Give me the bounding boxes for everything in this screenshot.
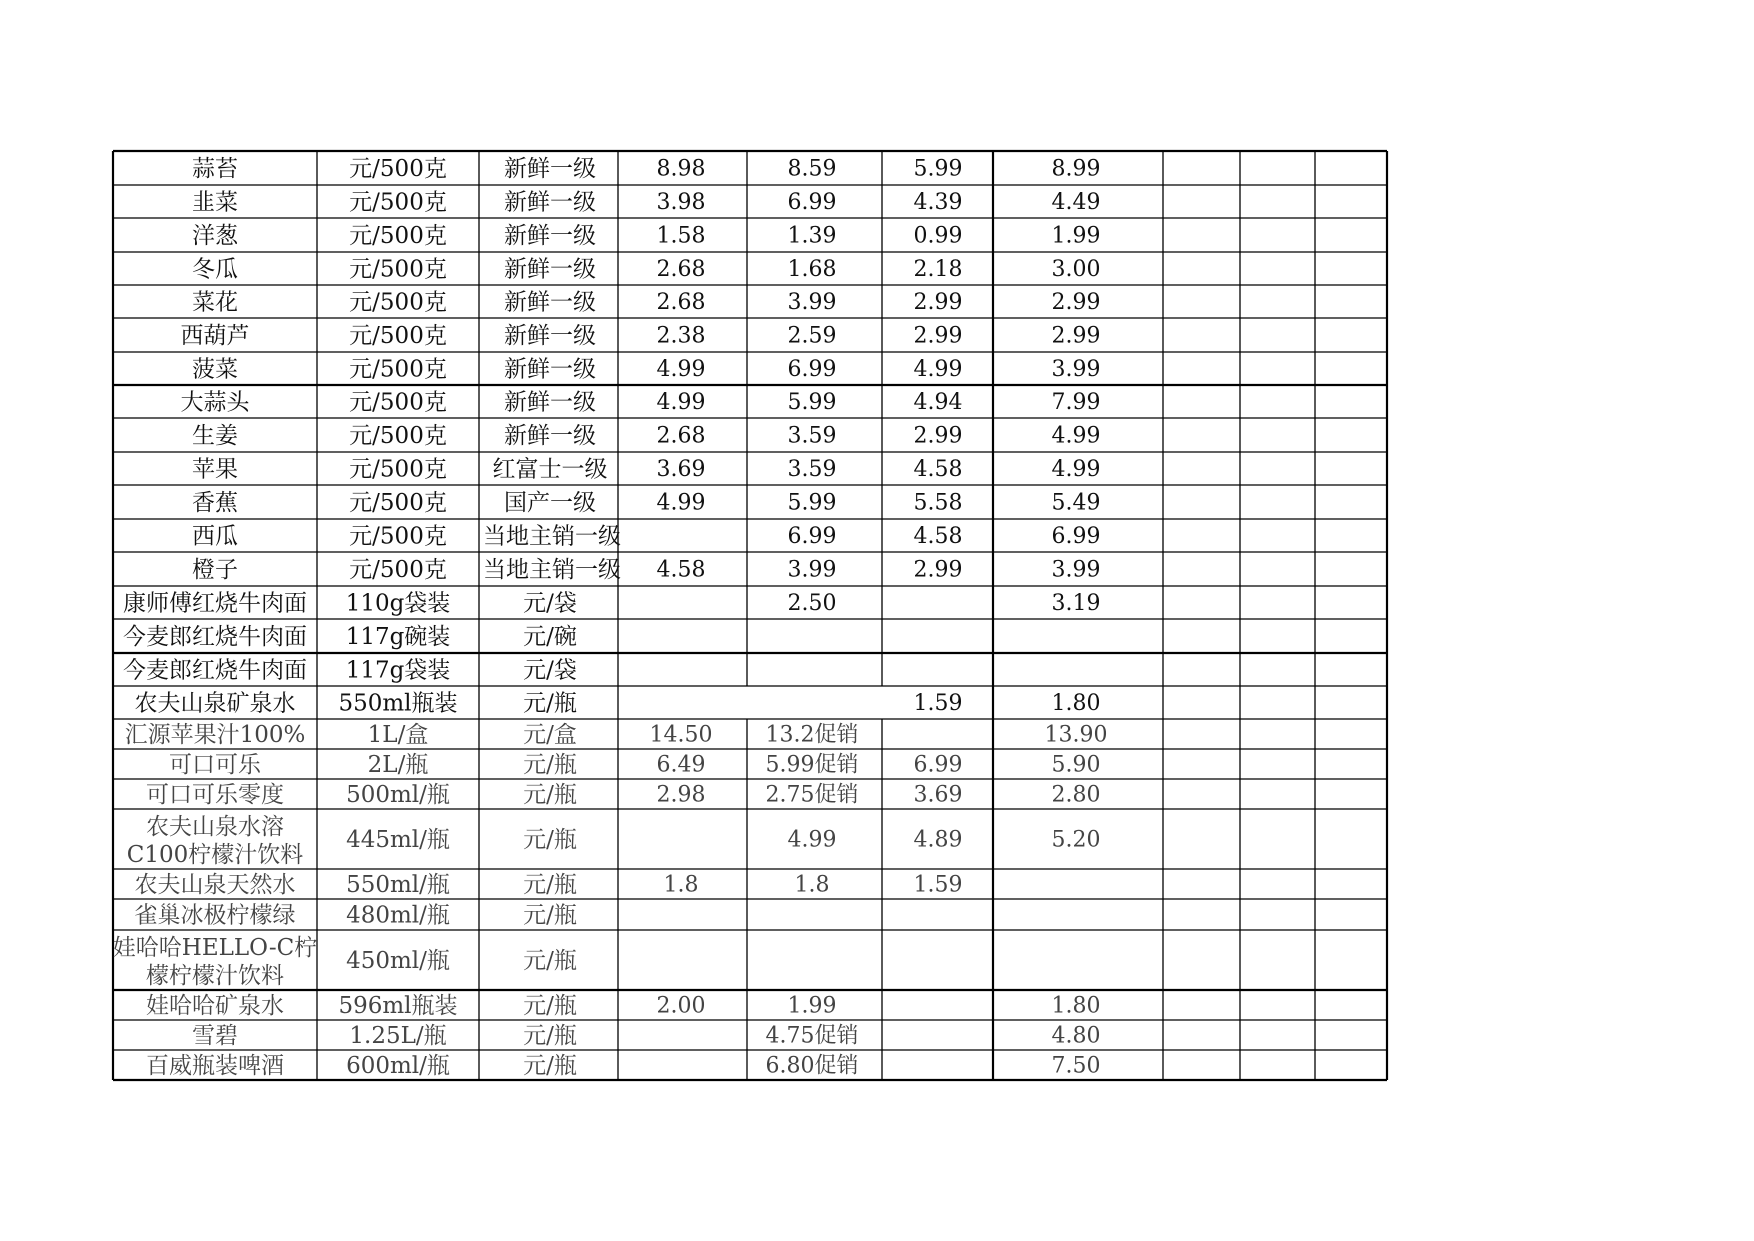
cell-price-4: 3.00 <box>1051 257 1101 282</box>
cell-price-1: 2.68 <box>656 423 706 449</box>
cell-unit: 596ml瓶装 <box>338 993 458 1019</box>
table-cells <box>113 156 1108 1079</box>
cell-price-2: 6.80促销 <box>765 1053 859 1079</box>
cell-unit: 元/500克 <box>349 456 447 483</box>
cell-name: 可口可乐 <box>169 752 261 778</box>
cell-price-3: 5.58 <box>913 490 963 516</box>
cell-unit: 117g碗装 <box>345 624 451 650</box>
cell-name: 冬瓜 <box>192 256 238 283</box>
cell-price-1: 4.99 <box>656 490 706 516</box>
cell-price-2: 1.99 <box>787 993 837 1019</box>
cell-unit: 550ml瓶装 <box>338 690 458 717</box>
cell-name: 大蒜头 <box>180 389 250 416</box>
cell-price-4: 2.80 <box>1051 782 1101 808</box>
cell-name: 娃哈哈矿泉水 <box>146 993 284 1019</box>
cell-price-4: 3.99 <box>1051 557 1101 583</box>
cell-price-3: 0.99 <box>913 223 963 249</box>
cell-grade: 元/瓶 <box>523 872 577 898</box>
cell-name: 苹果 <box>192 456 238 483</box>
cell-name: 菜花 <box>192 289 238 316</box>
cell-unit: 元/500克 <box>349 323 447 349</box>
cell-unit: 元/500克 <box>349 189 447 216</box>
cell-unit: 元/500克 <box>349 523 447 550</box>
cell-name: 汇源苹果汁100% <box>124 722 306 748</box>
cell-grade: 新鲜一级 <box>504 389 596 416</box>
cell-price-3: 2.99 <box>913 290 963 315</box>
cell-price-4: 1.80 <box>1051 691 1101 716</box>
cell-price-3: 4.58 <box>913 524 963 549</box>
cell-unit: 元/500克 <box>349 289 447 316</box>
cell-grade: 元/瓶 <box>523 1023 577 1049</box>
cell-price-3: 6.99 <box>913 752 963 778</box>
cell-name: 西瓜 <box>192 523 238 550</box>
cell-price-1: 2.68 <box>656 290 706 315</box>
cell-price-4: 13.90 <box>1044 722 1108 748</box>
cell-unit: 元/500克 <box>349 256 447 283</box>
cell-price-4: 1.99 <box>1051 223 1101 249</box>
cell-price-2: 3.99 <box>787 557 837 583</box>
cell-price-2: 8.59 <box>787 156 837 182</box>
cell-price-2: 5.99 <box>787 390 837 415</box>
cell-price-1: 4.99 <box>656 390 706 415</box>
cell-price-2: 4.99 <box>787 827 837 853</box>
cell-unit: 元/500克 <box>349 423 447 449</box>
cell-grade: 新鲜一级 <box>504 256 596 283</box>
cell-price-4: 2.99 <box>1051 323 1101 349</box>
cell-price-4: 5.90 <box>1051 752 1101 778</box>
cell-price-3: 1.59 <box>913 691 963 716</box>
cell-price-4: 3.99 <box>1051 357 1101 382</box>
cell-grade: 元/瓶 <box>523 902 577 929</box>
cell-grade: 国产一级 <box>504 490 596 516</box>
cell-price-2: 6.99 <box>787 524 837 549</box>
cell-price-3: 4.58 <box>913 457 963 482</box>
cell-price-3: 4.94 <box>913 390 963 415</box>
cell-unit: 500ml/瓶 <box>346 782 450 808</box>
cell-grade: 元/瓶 <box>523 690 577 717</box>
cell-grade: 新鲜一级 <box>504 223 596 249</box>
cell-price-1: 2.68 <box>656 257 706 282</box>
cell-price-1: 3.98 <box>656 190 706 215</box>
cell-price-2: 6.99 <box>787 190 837 215</box>
cell-name: 今麦郎红烧牛肉面 <box>123 657 307 684</box>
cell-grade: 元/盒 <box>523 722 577 748</box>
cell-unit: 600ml/瓶 <box>346 1053 450 1079</box>
cell-grade: 新鲜一级 <box>504 423 596 449</box>
cell-name: 雪碧 <box>192 1023 238 1049</box>
cell-price-2: 6.99 <box>787 357 837 382</box>
cell-price-2: 1.39 <box>787 223 837 249</box>
cell-unit: 1.25L/瓶 <box>349 1023 447 1049</box>
cell-price-4: 7.50 <box>1051 1053 1101 1079</box>
cell-price-2: 4.75促销 <box>765 1023 859 1049</box>
cell-unit: 元/500克 <box>349 156 447 182</box>
cell-price-2: 1.68 <box>787 257 837 282</box>
cell-grade: 元/碗 <box>523 624 577 650</box>
cell-price-1: 2.98 <box>656 782 706 808</box>
cell-price-4: 4.99 <box>1051 457 1101 482</box>
cell-name <box>113 935 317 989</box>
cell-unit: 117g袋装 <box>345 657 451 684</box>
cell-price-4: 8.99 <box>1051 156 1101 182</box>
cell-name: 可口可乐零度 <box>146 782 284 808</box>
cell-price-1: 4.99 <box>656 357 706 382</box>
cell-unit: 480ml/瓶 <box>346 902 450 929</box>
cell-unit: 445ml/瓶 <box>346 827 450 853</box>
cell-name: 菠菜 <box>192 356 238 383</box>
cell-price-3: 3.69 <box>913 782 963 808</box>
cell-price-1: 2.38 <box>656 323 706 349</box>
cell-price-2: 5.99 <box>787 490 837 516</box>
cell-unit: 450ml/瓶 <box>346 948 450 974</box>
cell-price-4: 1.80 <box>1051 993 1101 1019</box>
cell-grade: 元/瓶 <box>523 827 577 853</box>
cell-price-3: 2.99 <box>913 423 963 449</box>
cell-unit: 110g袋装 <box>345 590 451 617</box>
cell-price-4: 6.99 <box>1051 524 1101 549</box>
cell-unit: 1L/盒 <box>367 722 429 748</box>
cell-grade: 元/瓶 <box>523 948 577 974</box>
cell-price-1: 2.00 <box>656 993 706 1019</box>
cell-price-3: 4.99 <box>913 357 963 382</box>
cell-price-2: 3.59 <box>787 423 837 449</box>
cell-price-2: 3.99 <box>787 290 837 315</box>
cell-price-4: 4.80 <box>1051 1023 1101 1049</box>
cell-price-4: 2.99 <box>1051 290 1101 315</box>
cell-name: 韭菜 <box>192 189 238 216</box>
cell-price-4: 5.49 <box>1051 490 1101 516</box>
cell-price-2: 13.2促销 <box>765 722 859 748</box>
cell-grade: 元/袋 <box>523 657 577 684</box>
cell-unit: 2L/瓶 <box>367 752 429 778</box>
cell-grade: 元/瓶 <box>523 1053 577 1079</box>
cell-price-4: 4.49 <box>1051 190 1101 215</box>
cell-unit: 元/500克 <box>349 223 447 249</box>
cell-name: 西葫芦 <box>180 323 250 349</box>
cell-grade: 新鲜一级 <box>504 289 596 316</box>
cell-price-2: 2.50 <box>787 591 837 616</box>
cell-grade: 元/袋 <box>523 590 577 617</box>
cell-price-2: 3.59 <box>787 457 837 482</box>
cell-grade: 元/瓶 <box>523 752 577 778</box>
cell-price-1: 1.58 <box>656 223 706 249</box>
cell-price-3: 1.59 <box>913 872 963 898</box>
cell-unit: 元/500克 <box>349 356 447 383</box>
cell-price-3: 2.99 <box>913 557 963 583</box>
cell-unit: 元/500克 <box>349 389 447 416</box>
cell-name: 香蕉 <box>192 490 238 516</box>
cell-grade: 新鲜一级 <box>504 323 596 349</box>
cell-unit: 元/500克 <box>349 557 447 583</box>
cell-grade: 新鲜一级 <box>504 356 596 383</box>
cell-grade: 元/瓶 <box>523 782 577 808</box>
cell-unit: 元/500克 <box>349 490 447 516</box>
cell-name: 百威瓶装啤酒 <box>146 1053 284 1079</box>
cell-price-1: 14.50 <box>649 722 713 748</box>
cell-price-3: 2.18 <box>913 257 963 282</box>
cell-price-1: 1.8 <box>663 872 699 898</box>
cell-grade: 新鲜一级 <box>504 156 596 182</box>
cell-grade: 当地主销一级 <box>483 523 621 550</box>
cell-grade: 新鲜一级 <box>504 189 596 216</box>
cell-price-3: 4.89 <box>913 827 963 853</box>
cell-price-2: 5.99促销 <box>765 752 859 778</box>
cell-price-3: 2.99 <box>913 323 963 349</box>
cell-unit: 550ml/瓶 <box>346 872 450 898</box>
cell-price-2: 2.59 <box>787 323 837 349</box>
cell-price-1: 4.58 <box>656 557 706 583</box>
cell-name: 康师傅红烧牛肉面 <box>123 590 307 617</box>
cell-grade: 当地主销一级 <box>483 557 621 583</box>
cell-name: 雀巢冰极柠檬绿 <box>134 902 296 929</box>
cell-name: 生姜 <box>192 423 238 449</box>
cell-price-4: 3.19 <box>1051 591 1101 616</box>
cell-name-line: C100柠檬汁饮料 <box>126 842 304 868</box>
cell-price-4: 5.20 <box>1051 827 1101 853</box>
cell-grade: 元/瓶 <box>523 993 577 1019</box>
cell-name: 今麦郎红烧牛肉面 <box>123 624 307 650</box>
cell-name: 洋葱 <box>192 223 238 249</box>
cell-name: 农夫山泉矿泉水 <box>134 690 296 717</box>
cell-name: 农夫山泉天然水 <box>134 872 296 898</box>
cell-price-1: 8.98 <box>656 156 706 182</box>
cell-name: 蒜苔 <box>192 156 238 182</box>
cell-name-line: 农夫山泉水溶 <box>146 814 284 840</box>
cell-price-1: 3.69 <box>656 457 706 482</box>
cell-grade: 红富士一级 <box>492 456 608 483</box>
cell-name-line: 檬柠檬汁饮料 <box>146 963 284 989</box>
cell-price-2: 1.8 <box>794 872 830 898</box>
cell-name <box>127 814 304 868</box>
cell-price-2: 2.75促销 <box>765 782 859 808</box>
cell-price-4: 4.99 <box>1051 423 1101 449</box>
cell-price-1: 6.49 <box>656 752 706 778</box>
cell-price-3: 5.99 <box>913 156 963 182</box>
cell-name-line: 娃哈哈HELLO-C柠 <box>112 935 318 961</box>
cell-price-4: 7.99 <box>1051 390 1101 415</box>
cell-price-3: 4.39 <box>913 190 963 215</box>
cell-name: 橙子 <box>192 557 238 583</box>
